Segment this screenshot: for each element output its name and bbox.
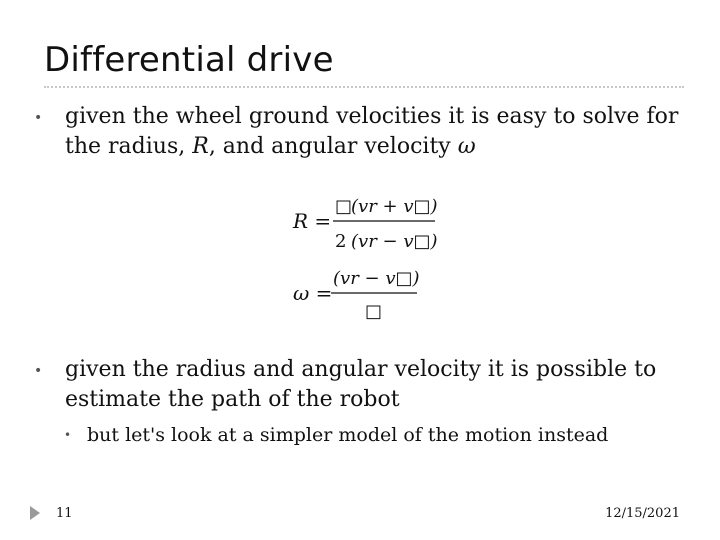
sub-bullet-marker-icon: • — [64, 428, 72, 442]
footer-arrow-icon — [30, 506, 40, 520]
eq1-den-prefix: 2 — [335, 231, 347, 252]
slide-title: Differential drive — [44, 40, 334, 80]
sub-bullet-text: but let's look at a simpler model of the motion instead — [87, 424, 609, 446]
title-divider — [44, 86, 684, 88]
bullet-1-text — [65, 102, 690, 162]
eq2-denominator: □ — [365, 301, 383, 322]
eq2-numerator: (vr − v□) — [333, 268, 420, 289]
eq1-denominator: (vr − v□) — [351, 231, 438, 252]
var-r: R — [192, 134, 209, 159]
bullet-1-text-middle: , and angular velocity — [208, 134, 458, 159]
page-number: 11 — [56, 506, 73, 521]
footer-date: 12/15/2021 — [605, 506, 680, 521]
bullet-2-text: given the radius and angular velocity it is possible to estimate the path of the robot — [65, 357, 657, 412]
bullet-1-text-before: given the wheel ground velocities it is easy to solve for the radius, — [65, 104, 679, 159]
equations — [285, 190, 455, 330]
eq2-lhs: ω = — [293, 281, 333, 305]
bullet-marker-icon: • — [34, 110, 43, 126]
eq1-numerator: (vr + v□) — [351, 196, 438, 217]
bullet-marker-icon: • — [34, 363, 43, 379]
eq1-lhs: R = — [293, 209, 332, 233]
var-omega: ω — [457, 134, 476, 159]
eq1-num-prefix: □ — [335, 196, 353, 217]
